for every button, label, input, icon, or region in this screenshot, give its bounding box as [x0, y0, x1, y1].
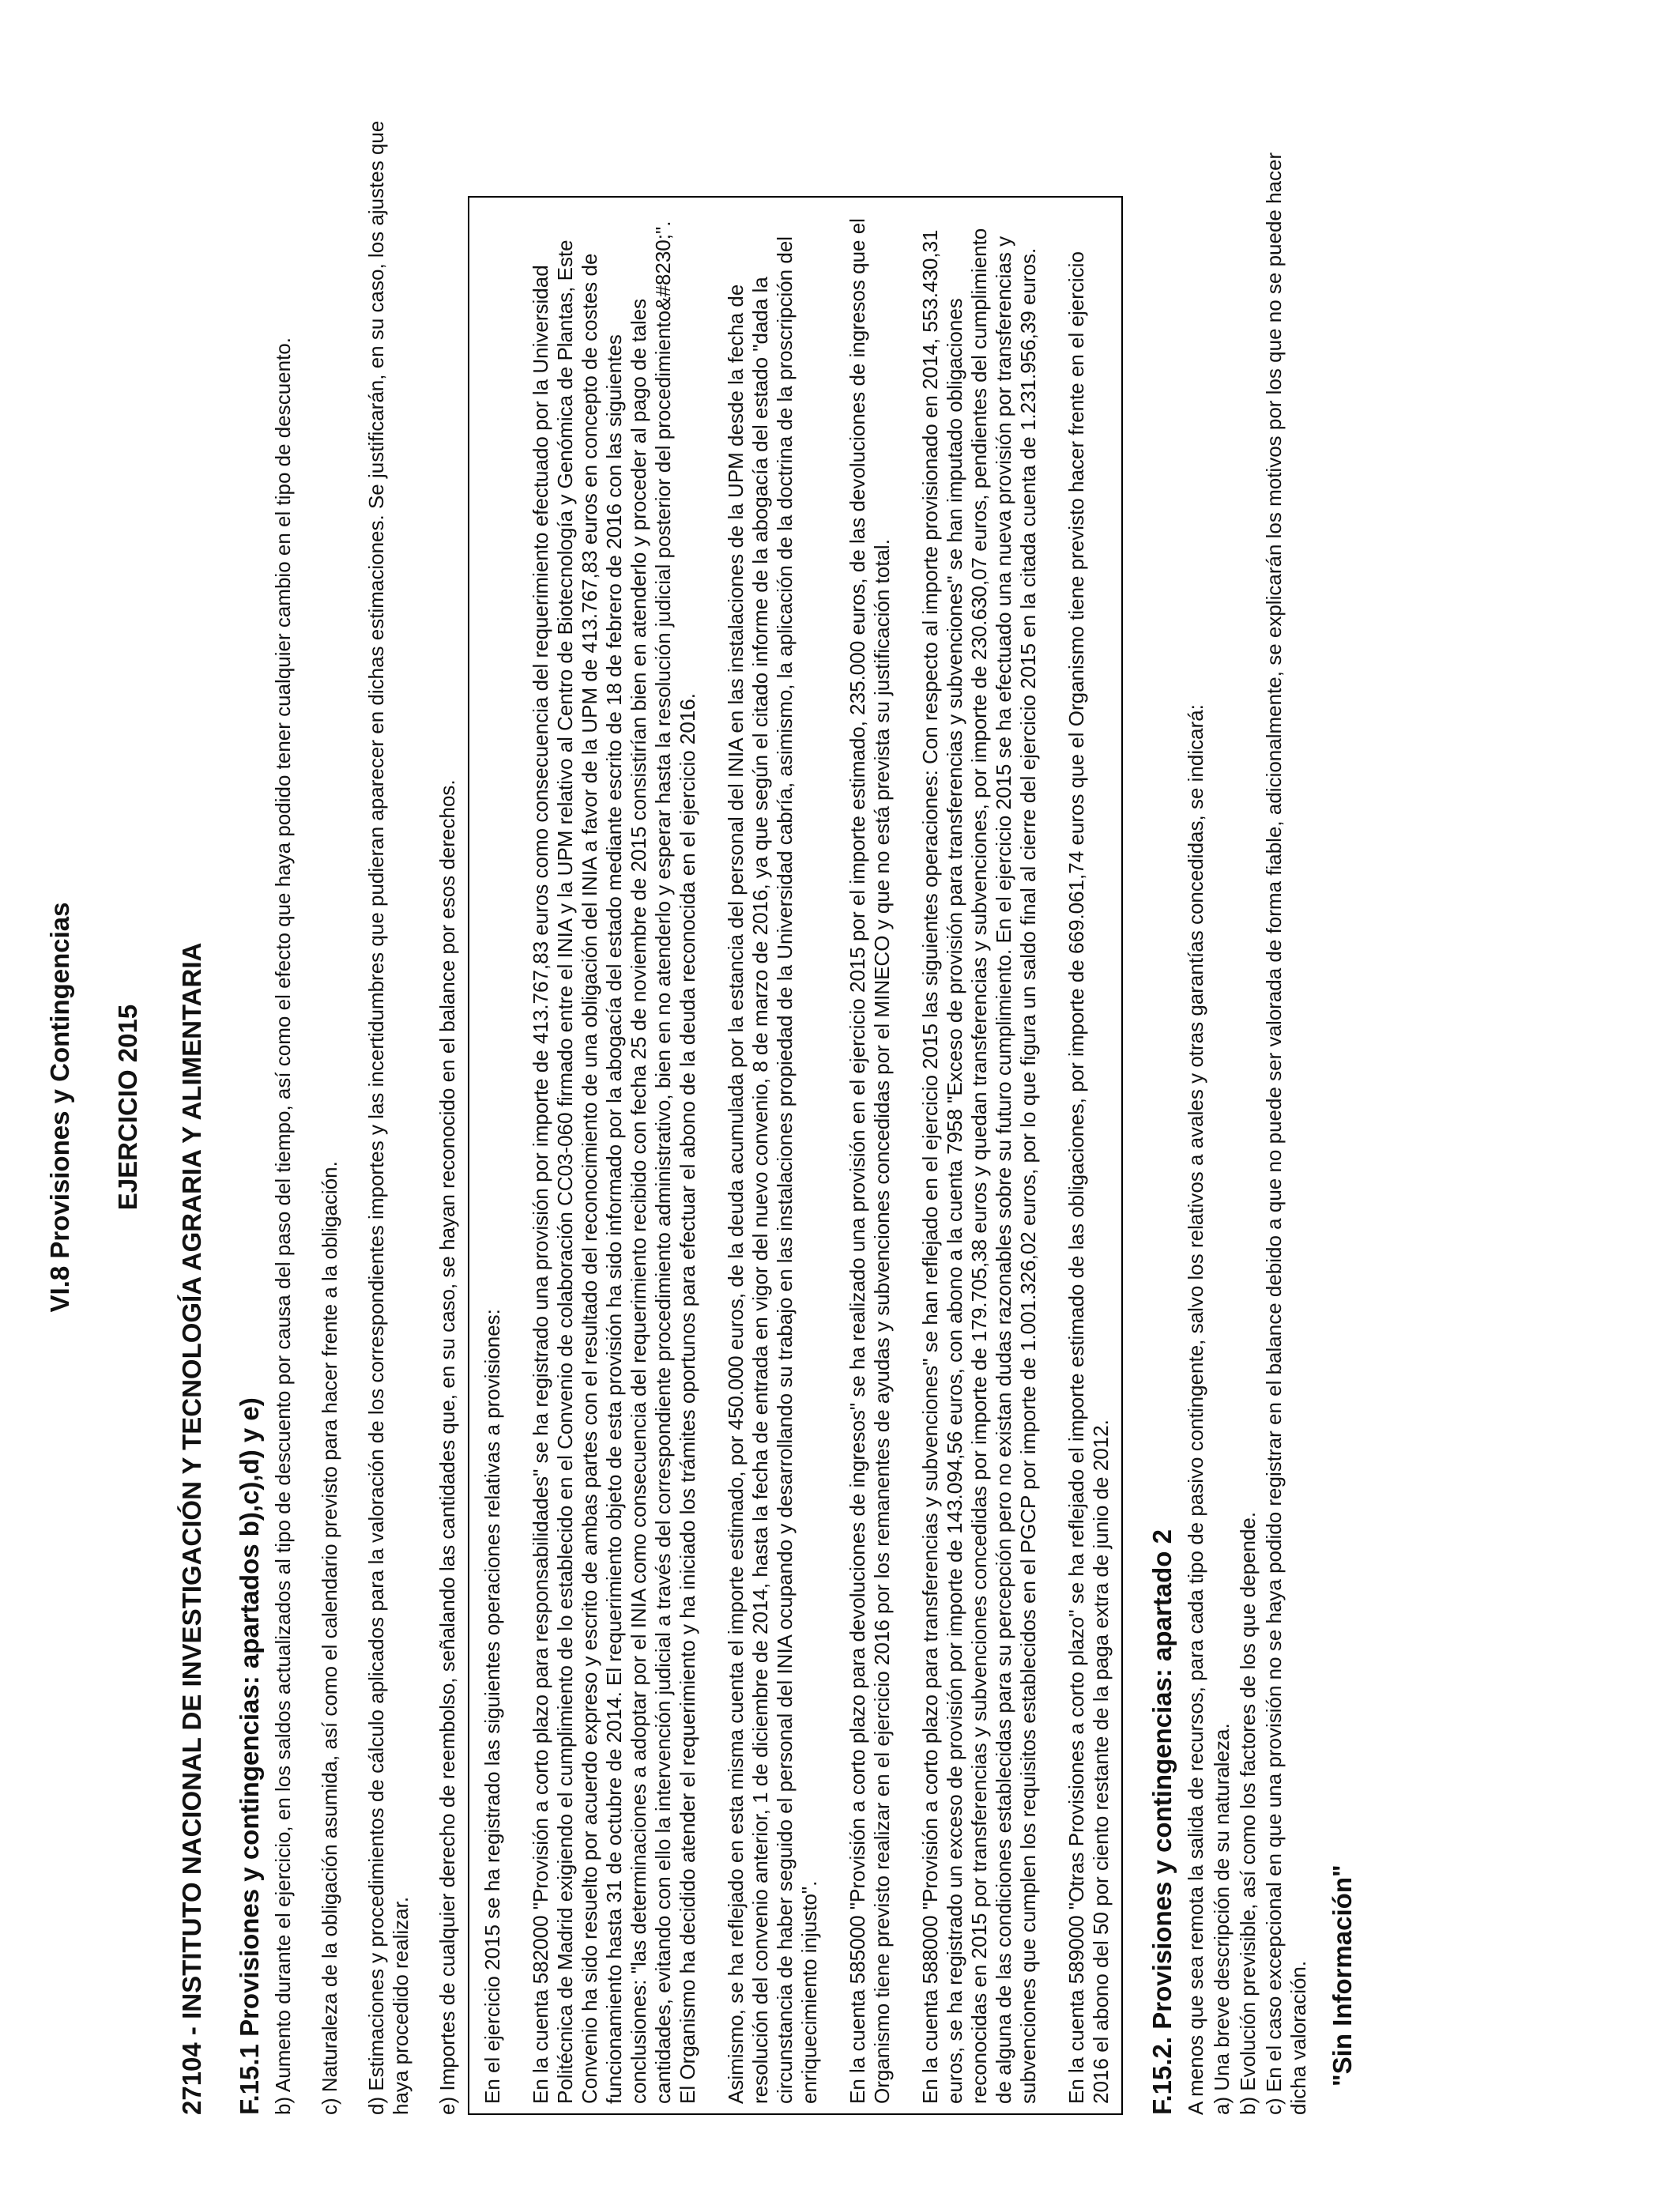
f152-item-b: b) Evolución previsible, así como los factores de los que depende.: [1236, 1511, 1260, 2115]
f151-item-d: d) Estimaciones y procedimientos de cálculo aplicados para la valoración de los correspondientes importes y las incertidumbres que pudieran aparecer en dichas estimaciones. Se justificarán, en su caso, los ajustes que haya procedido realizar.: [364, 120, 412, 2115]
f151-heading: F.15.1 Provisiones y contingencias: apartados b),c),d) y e): [235, 1397, 264, 2115]
section-title: VI.8 Provisiones y Contingencias: [45, 902, 74, 1313]
no-information-label: "Sin Información": [1328, 1864, 1357, 2087]
f152-intro: A menos que sea remota la salida de recursos, para cada tipo de pasivo contingente, salvo los relativos a avales y otras garantías concedidas, se indicará:: [1184, 704, 1207, 2115]
box-paragraph-589000: En la cuenta 589000 "Otras Provisiones a corto plazo" se ha reflejado el importe estimado de las obligaciones, por importe de 669.061,74 euros que el Organismo tiene previsto hacer frente en el ejercicio 2016 el abono del 50 por ciento restante de la paga extra de junio de 2012.: [1064, 251, 1113, 2104]
document-content: [45, 100, 1357, 2115]
f151-item-b: b) Aumento durante el ejercicio, en los saldos actualizados al tipo de descuento por causa del paso del tiempo, así como el efecto que haya podido tener cualquier cambio en el tipo de descuento.: [271, 337, 295, 2115]
box-paragraph-asimismo: Asimismo, se ha reflejado en esta misma cuenta el importe estimado, por 450.000 euros, de la deuda acumulada por la estancia del personal del INIA en las instalaciones de la UPM desde la fecha de resolución del convenio anterior, 1 de diciembre de 2014, hasta la fecha de entrada en vigor del nuevo convenio, 8 de marzo de 2016, ya que según el citado informe de la abogacía del estado "dada la circunstancia de haber seguido el personal del INIA ocupando y desarrollando su trabajo en las instalaciones propiedad de la Universidad cabría, asimismo, la aplicación de la doctrina de la proscripción del enriquecimiento injusto".: [724, 236, 821, 2104]
f151-item-c: c) Naturaleza de la obligación asumida, así como el calendario previsto para hacer frente a la obligación.: [318, 1161, 341, 2115]
provisions-info-box: [468, 196, 1123, 2115]
box-intro: En el ejercicio 2015 se ha registrado las siguientes operaciones relativas a provisiones:: [480, 1309, 504, 2104]
f152-item-c: c) En el caso excepcional en que una provisión no se haya podido registrar en el balance debido a que no puede ser valorada de forma fiable, adicionalmente, se explicarán los motivos por los que no se puede hacer dicha valoración.: [1262, 152, 1310, 2115]
exercise-year: EJERCICIO 2015: [113, 1004, 142, 1211]
f152-item-a: a) Una breve descripción de su naturaleza.: [1210, 1723, 1234, 2115]
f152-heading: F.15.2. Provisiones y contingencias: apartado 2: [1147, 1529, 1177, 2115]
box-paragraph-585000: En la cuenta 585000 "Provisión a corto plazo para devoluciones de ingresos" se ha realizado una provisión en el ejercicio 2015 por el importe estimado, 235.000 euros, de las devoluciones de ingresos que el Organismo tiene previsto realizar en el ejercicio 2016 por los remanentes de ayudas y subvenciones concedidas por el MINECO y que no está prevista su justificación total.: [846, 218, 894, 2104]
organization-title: 27104 - INSTITUTO NACIONAL DE INVESTIGACIÓN Y TECNOLOGÍA AGRARIA Y ALIMENTARIA: [177, 942, 206, 2115]
f151-item-e: e) Importes de cualquier derecho de reembolso, señalando las cantidades que, en su caso, se hayan reconocido en el balance por esos derechos.: [435, 779, 459, 2115]
box-paragraph-588000: En la cuenta 588000 "Provisión a corto plazo para transferencias y subvenciones" se han reflejado en el ejercicio 2015 las siguientes operaciones: Con respecto al importe provisionado en 2014, 553.430,31 euros, se ha registrado un exceso de provisión por importe de 143.094,56 euros, con abono a la cuenta 7958 "Exceso de provisión para transferencias y subvenciones" se han imputado obligaciones reconocidas en 2015 por transferencias y subvenciones concedidas por importe de 179.705,38 euros y quedan transferencias y subvenciones, por importe de 230.630,07 euros, pendientes del cumplimiento de alguna de las condiciones establecidas para su percepción pero no existan dudas razonables sobre su futuro cumplimiento. En el ejercicio 2015 se ha efectuado una nueva provisión por transferencias y subvenciones que cumplen los requisitos establecidos en el PGCP por importe de 1.001.326,02 euros, por lo que figura un saldo final al cierre del ejercicio 2015 en la citada cuenta de 1.231.956,39 euros.: [918, 228, 1040, 2104]
box-paragraph-582000: En la cuenta 582000 "Provisión a corto plazo para responsabilidades" se ha registrado una provisión por importe de 413.767,83 euros como consecuencia del requerimiento efectuado por la Universidad Politécnica de Madrid exigiendo el cumplimiento de lo establecido en el Convenio de colaboración CC03-060 firmado entre el INIA y la UPM relativo al Centro de Biotecnología y Genómica de Plantas, Este Convenio ha sido resuelto por acuerdo expreso y escrito de ambas partes con el resultado del reconocimiento de una obligación del INIA a favor de la UPM de 413.767,83 euros en concepto de costes de funcionamiento hasta 31 de octubre de 2014. El requerimiento objeto de esta provisión ha sido informado por la abogacía del estado mediante escrito de 18 de febrero de 2016 con las siguientes conclusiones: "las determinaciones a adoptar por el INIA como consecuencia del requerimiento recibido con fecha 25 de noviembre de 2015 consistirían bien en atenderlo y proceder al pago de tales cantidades, evitando con ello la intervención judicial a través del correspondiente procedimiento administrativo, bien en no atenderlo y esperar hasta la resolución judicial posterior del procedimiento&#8230;". El Organismo ha decidido atender el requerimiento y ha iniciado los trámites oportunos para efectuar el abono de la deuda reconocida en el ejercicio 2016.: [529, 221, 699, 2104]
